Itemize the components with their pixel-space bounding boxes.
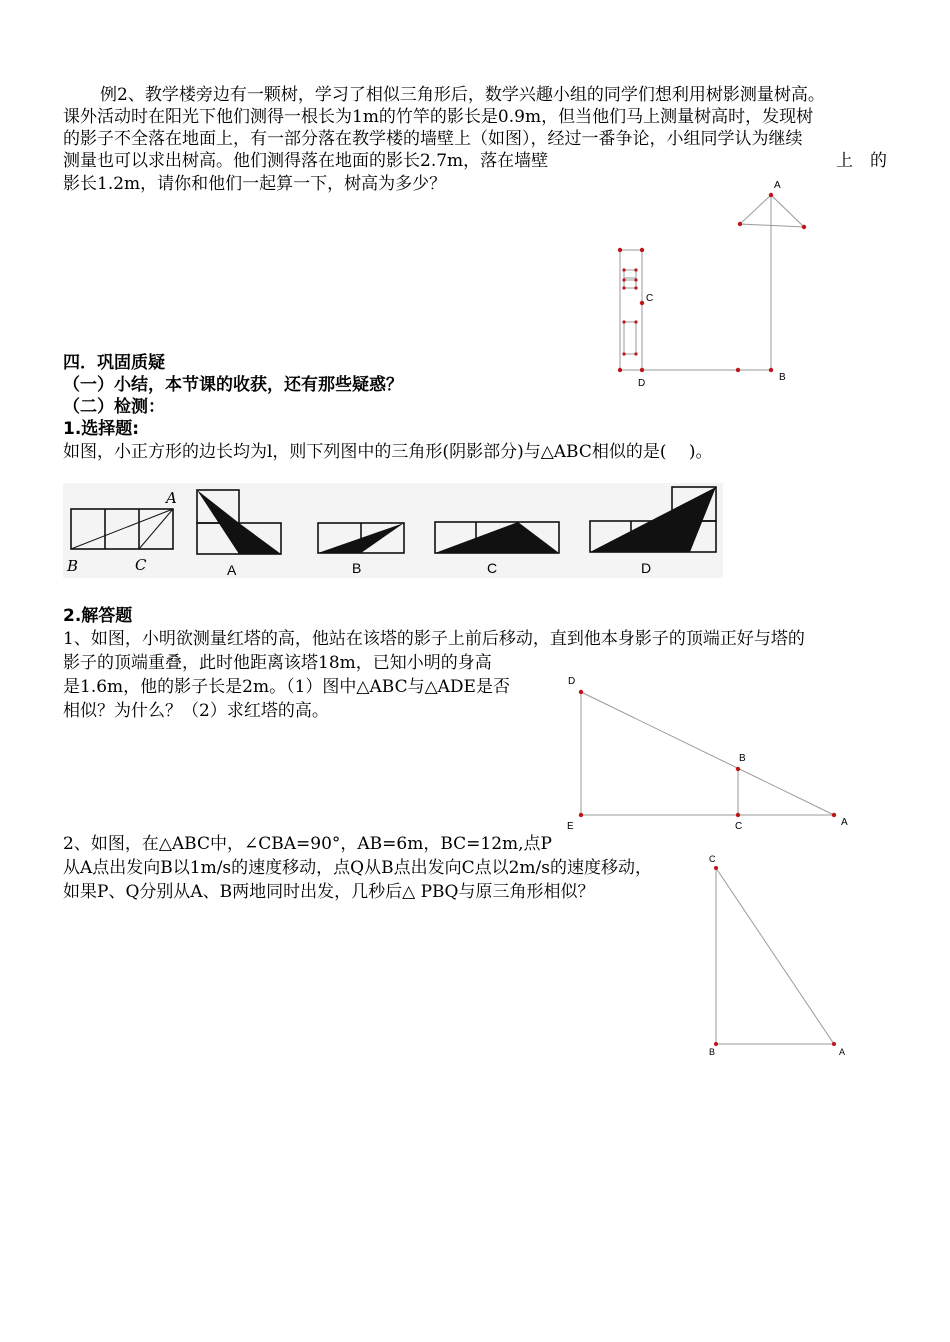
tri-label-C: C: [709, 854, 716, 864]
option-D-label: D: [641, 560, 652, 576]
example2-line5: 影长1.2m，请你和他们一起算一下，树高为多少？: [63, 174, 447, 194]
example2-line4b: 上 的: [836, 151, 887, 171]
q1-line1: 1、如图，小明欲测量红塔的高，他站在该塔的影子上前后移动，直到他本身影子的顶端正好与塔的: [63, 629, 805, 649]
tower-point-D: [579, 690, 583, 694]
example2-line2: 课外活动时在阳光下他们测得一根长为1m的竹竿的影长是0.9m，但当他们马上测量树高时，发现树: [63, 107, 814, 127]
option-B-label: B: [352, 560, 362, 576]
q2-line2: 从A点出发向B以1m/s的速度移动，点Q从B点出发向C点以2m/s的速度移动，: [63, 858, 652, 878]
option-A-label: A: [227, 562, 237, 578]
label-C: C: [646, 293, 654, 304]
choice-title: 1.选择题:: [63, 419, 140, 439]
section4-title: 四．巩固质疑: [63, 353, 165, 373]
label-B: B: [779, 372, 786, 383]
tri-point-C: [714, 866, 718, 870]
tower-figure: [560, 670, 860, 840]
tower-label-D: D: [568, 676, 576, 687]
option-C-label: C: [487, 560, 498, 576]
tri-point-A: [832, 1042, 836, 1046]
tri-label-B: B: [709, 1047, 716, 1057]
answer-title: 2.解答题: [63, 606, 133, 626]
tower-label-A: A: [841, 817, 848, 828]
ref-label-A: A: [166, 489, 177, 507]
ref-label-C: C: [135, 556, 147, 574]
example2-line1: 例2、教学楼旁边有一颗树，学习了相似三角形后，数学兴趣小组的同学们想利用树影测量树高。: [100, 85, 825, 105]
section4-test: （二）检测：: [63, 397, 165, 417]
tower-point-A: [832, 813, 836, 817]
choice-text: 如图，小正方形的边长均为l，则下列图中的三角形(阴影部分)与△ABC相似的是( )。: [63, 442, 713, 462]
point-A: [769, 193, 773, 197]
q2-line3: 如果P、Q分别从A、B两地同时出发，几秒后△ PBQ与原三角形相似？: [63, 882, 595, 902]
label-D: D: [638, 378, 646, 389]
example2-line3: 的影子不全落在地面上，有一部分落在教学楼的墙壁上（如图），经过一番争论，小组同学认为继续: [63, 129, 803, 149]
section4-summary: （一）小结，本节课的收获，还有那些疑惑？: [63, 375, 403, 395]
q1-line2: 影子的顶端重叠，此时他距离该塔18m，已知小明的身高: [63, 653, 492, 673]
q2-line1: 2、如图，在△ABC中，∠CBA=90°，AB=6m，BC=12m,点P: [63, 834, 552, 854]
label-A: A: [774, 180, 781, 191]
tower-label-C: C: [735, 821, 743, 832]
example2-line4a: 测量也可以求出树高。他们测得落在地面的影长2.7m，落在墙壁: [63, 151, 549, 171]
tower-label-E: E: [567, 821, 574, 832]
choice-figure: [63, 483, 723, 583]
tower-point-E: [579, 813, 583, 817]
tri-point-B: [714, 1042, 718, 1046]
q1-line4: 相似？为什么？（2）求红塔的高。: [63, 701, 329, 721]
q1-line3: 是1.6m，他的影子长是2m。（1）图中△ABC与△ADE是否: [63, 677, 510, 697]
right-triangle-figure: [700, 850, 860, 1065]
ref-label-B: B: [67, 557, 79, 575]
tri-label-A: A: [839, 1047, 846, 1057]
tower-point-B: [736, 767, 740, 771]
tower-label-B: B: [739, 753, 746, 764]
tower-point-C: [736, 813, 740, 817]
point-C: [640, 301, 644, 305]
